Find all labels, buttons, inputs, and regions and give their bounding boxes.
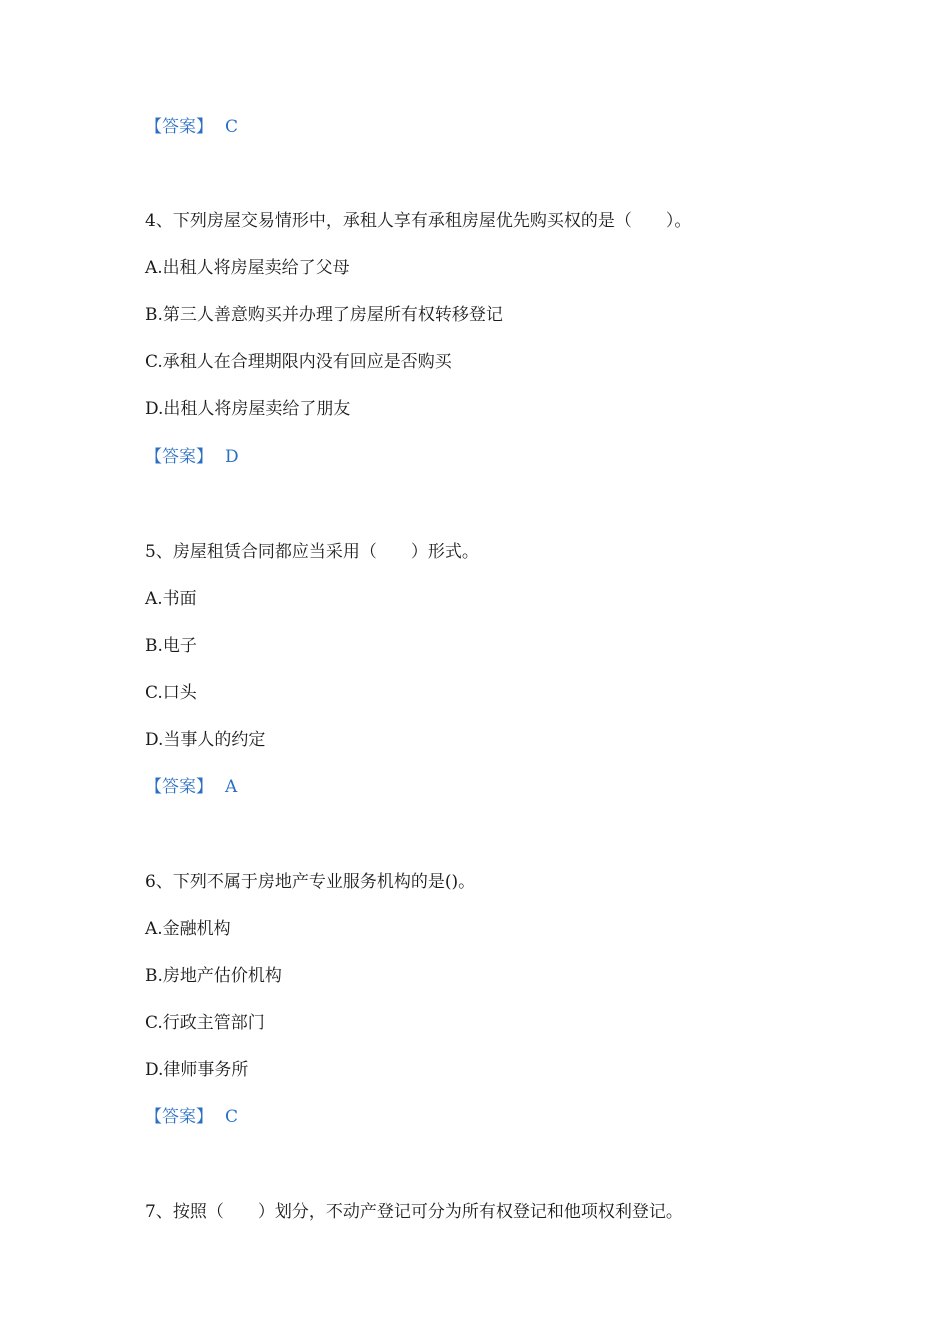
option-c: C.口头 bbox=[145, 683, 197, 703]
option-b: B.第三人善意购买并办理了房屋所有权转移登记 bbox=[145, 305, 503, 325]
answer-value: D bbox=[225, 447, 239, 467]
answer-label: 【答案】 bbox=[145, 447, 213, 467]
question-stem: 6、下列不属于房地产专业服务机构的是()。 bbox=[145, 872, 476, 892]
answer-value: C bbox=[225, 117, 239, 137]
option-d: D.当事人的约定 bbox=[145, 730, 266, 750]
answer-label: 【答案】 bbox=[145, 1107, 213, 1127]
answer-label: 【答案】 bbox=[145, 777, 213, 797]
question-stem: 7、按照（ ）划分，不动产登记可分为所有权登记和他项权利登记。 bbox=[145, 1202, 683, 1222]
answer-value: C bbox=[225, 1107, 239, 1127]
option-a: A.书面 bbox=[145, 589, 197, 609]
answer-line bbox=[145, 1106, 238, 1128]
question-stem: 5、房屋租赁合同都应当采用（ ）形式。 bbox=[145, 542, 479, 562]
answer-label: 【答案】 bbox=[145, 117, 213, 137]
option-d: D.出租人将房屋卖给了朋友 bbox=[145, 399, 351, 419]
option-c: C.承租人在合理期限内没有回应是否购买 bbox=[145, 352, 452, 372]
answer-line bbox=[145, 776, 237, 798]
option-d: D.律师事务所 bbox=[145, 1060, 249, 1080]
option-a: A.金融机构 bbox=[145, 919, 231, 939]
question-stem: 4、下列房屋交易情形中，承租人享有承租房屋优先购买权的是（ ）。 bbox=[145, 211, 692, 231]
option-c: C.行政主管部门 bbox=[145, 1013, 265, 1033]
answer-line bbox=[145, 116, 238, 138]
answer-value: A bbox=[225, 777, 238, 797]
option-b: B.房地产估价机构 bbox=[145, 966, 282, 986]
option-b: B.电子 bbox=[145, 636, 197, 656]
answer-line bbox=[145, 446, 239, 468]
option-a: A.出租人将房屋卖给了父母 bbox=[145, 258, 350, 278]
